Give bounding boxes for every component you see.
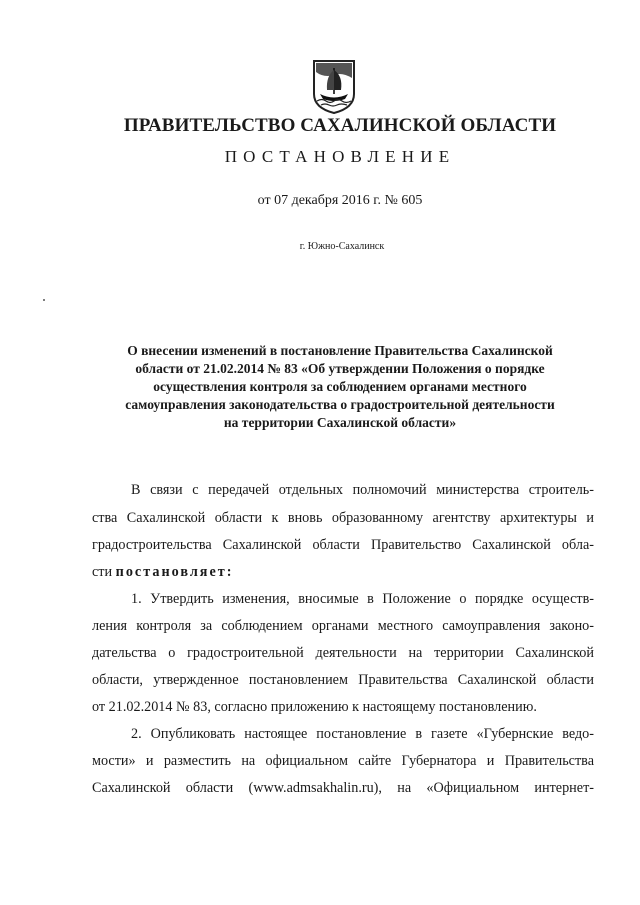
item-1-line: дательства о градостроительной деятельности на территории Сахалинской (92, 645, 594, 661)
body-line: ства Сахалинской области к вновь образованному агентству архитектуры и (92, 510, 594, 526)
subject-line: на территории Сахалинской области» (223, 415, 457, 430)
item-2-line: 2. Опубликовать настоящее постановление в газете «Губернские ведо- (131, 726, 594, 742)
body-line: градостроительства Сахалинской области Правительство Сахалинской обла- (92, 537, 594, 553)
document-subject (100, 342, 580, 432)
item-1-line: 1. Утвердить изменения, вносимые в Положение о порядке осуществ- (131, 591, 594, 607)
subject-line: области от 21.02.2014 № 83 «Об утверждении Положения о порядке (135, 361, 545, 376)
resolves-keyword: постановляет: (115, 564, 234, 580)
document-date-number: от 07 декабря 2016 г. № 605 (257, 193, 423, 208)
subject-line: О внесении изменений в постановление Правительства Сахалинской (127, 343, 553, 358)
item-2-line: мости» и разместить на официальном сайте Губернатора и Правительства (92, 753, 594, 769)
document-type: ПОСТАНОВЛЕНИЕ (224, 147, 456, 166)
subject-line: осуществления контроля за соблюдением органами местного (153, 379, 527, 394)
body-line: В связи с передачей отдельных полномочий министерства строитель- (131, 482, 594, 498)
government-title: ПРАВИТЕЛЬСТВО САХАЛИНСКОЙ ОБЛАСТИ (123, 115, 557, 136)
document-city: г. Южно-Сахалинск (299, 241, 385, 252)
item-1-line: ления контроля за соблюдением органами местного самоуправления законо- (92, 618, 594, 634)
item-1-line: области, утвержденное постановлением Правительства Сахалинской области (92, 672, 594, 688)
scan-artifact (43, 299, 45, 301)
coat-of-arms-icon (312, 58, 356, 114)
subject-line: самоуправления законодательства о градостроительной деятельности (125, 397, 555, 412)
body-line-resolves (92, 562, 594, 582)
item-2-line: Сахалинской области (www.admsakhalin.ru), на «Официальном интернет- (92, 780, 594, 796)
item-1-line: от 21.02.2014 № 83, согласно приложению к настоящему постановлению. (92, 699, 537, 715)
body-line-end: сти (92, 564, 113, 580)
